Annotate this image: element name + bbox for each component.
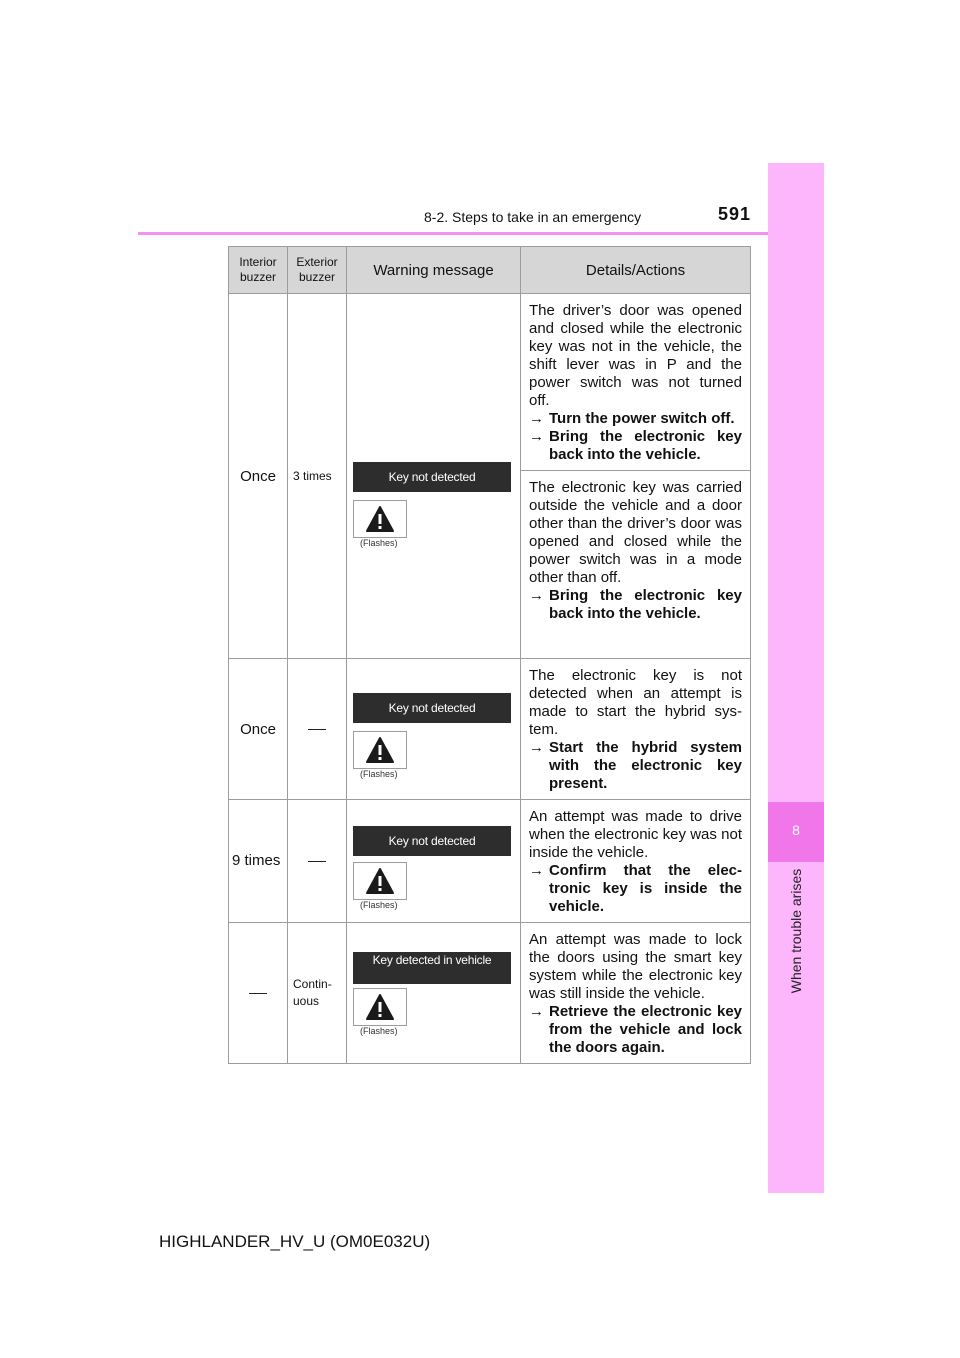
warning-message-table [228,246,751,1064]
exterior-buzzer-cell [288,800,347,923]
flashes-note: (Flashes) [360,1025,398,1036]
details-text: The electronic key was carried outside the vehicle and a door other than the driver’s door was opened and closed while the power switch was in a mode other than off. [529,479,742,586]
table-header-row [229,247,751,294]
details-cell [521,923,751,1064]
dash-mark [308,729,326,730]
details-text: The electronic key is not detected when an attempt is made to start the hybrid sys-tem. [529,667,742,738]
section-title: 8-2. Steps to take in an emergency [424,209,642,225]
table-row [229,659,751,800]
display-message: Key not detected [353,693,511,723]
chapter-side-tab [768,163,824,1193]
warning-message-cell [347,923,521,1064]
details-text: The driver’s door was opened and closed while the electronic key was not in the vehicle, the shift lever was in P and the power switch was not turned off. [529,302,742,409]
warning-triangle-icon [353,731,407,769]
chapter-title: When trouble arises [788,868,804,994]
action-item: → Retrieve the electronic key from the vehicle and lock the doors again. [529,1003,742,1056]
interior-buzzer-cell: Once [229,294,288,659]
page-number: 591 [718,204,752,224]
details-cell [521,471,751,659]
action-item: → Bring the electronic key back into the vehicle. [529,428,742,463]
details-text: An attempt was made to lock the doors using the smart key system while the electronic key was still inside the vehicle. [529,931,742,1002]
display-message: Key detected in vehicle [353,952,511,984]
action-item: → Confirm that the elec-tronic key is inside the vehicle. [529,862,742,915]
header-divider [138,232,822,235]
flashes-note: (Flashes) [360,769,398,779]
arrow-icon: → [529,1003,544,1020]
header-exterior-buzzer: Exterior buzzer [288,247,347,294]
arrow-icon: → [529,739,544,756]
display-message: Key not detected [353,826,511,856]
interior-buzzer-cell [229,923,288,1064]
action-item: → Turn the power switch off. [529,410,735,427]
arrow-icon: → [529,587,544,604]
table-row [229,800,751,923]
dash-mark [249,993,267,994]
flashes-note: (Flashes) [360,900,398,910]
table-row [229,294,751,471]
chapter-number: 8 [792,822,800,838]
exterior-buzzer-cell: Contin-uous [288,923,347,1064]
exterior-buzzer-cell [288,659,347,800]
warning-triangle-icon [353,500,407,538]
exterior-buzzer-cell: 3 times [288,294,347,659]
warning-message-cell [347,800,521,923]
details-cell [521,659,751,800]
arrow-icon: → [529,862,544,879]
interior-buzzer-cell: 9 times [229,800,288,923]
arrow-icon: → [529,428,544,445]
details-cell [521,294,751,471]
table-row [229,923,751,1064]
action-item: → Bring the electronic key back into the vehicle. [529,587,742,622]
model-code-footer: HIGHLANDER_HV_U (OM0E032U) [159,1232,431,1251]
details-text: An attempt was made to drive when the electronic key was not inside the vehicle. [529,808,742,861]
warning-triangle-icon [353,988,407,1026]
action-item: → Start the hybrid system with the electronic key present. [529,739,742,792]
arrow-icon: → [529,410,544,427]
header-warning-message: Warning message [347,247,521,294]
display-message: Key not detected [353,462,511,492]
warning-triangle-icon [353,862,407,900]
details-cell [521,800,751,923]
header-interior-buzzer: Interior buzzer [229,247,288,294]
warning-message-cell [347,659,521,800]
dash-mark [308,861,326,862]
header-details-actions: Details/Actions [521,247,751,294]
interior-buzzer-cell: Once [229,659,288,800]
warning-message-cell [347,294,521,659]
flashes-note: (Flashes) [360,538,398,548]
